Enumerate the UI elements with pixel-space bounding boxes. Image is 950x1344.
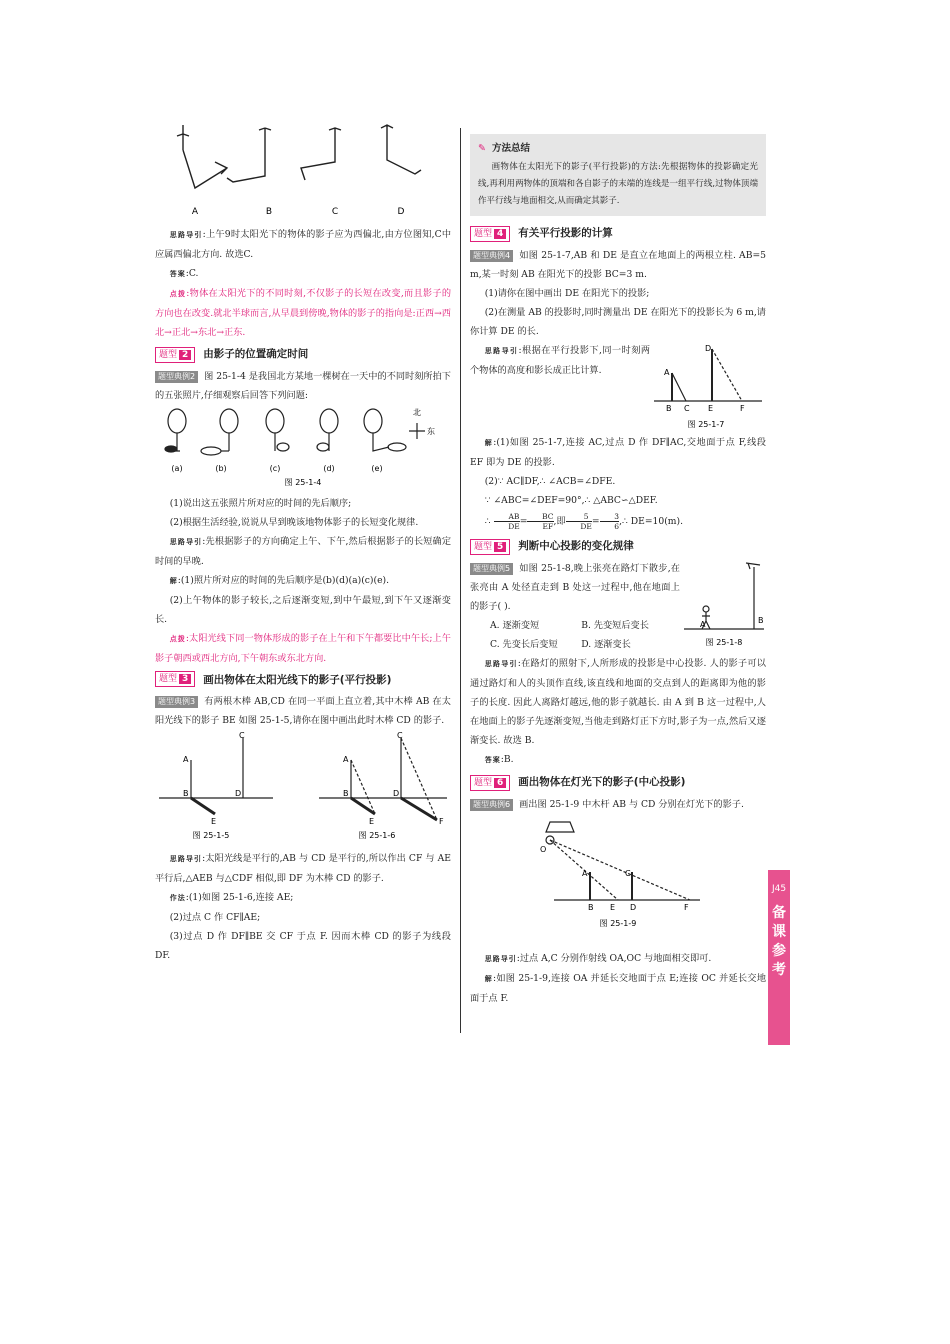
solution-text-3: ∵ ∠ABC=∠DEF=90°,∴ △ABC∽△DEF.: [484, 495, 658, 506]
siluyindao-label: 思路导引: [484, 955, 517, 963]
fig6-label-D: D: [393, 789, 400, 798]
dianbo-label: 点拨: [169, 635, 186, 643]
option-a: A. 逐渐变短: [490, 620, 540, 631]
fig5-label-B: B: [183, 789, 189, 798]
fig9-label-D: D: [630, 903, 637, 912]
analysis-text: :过点 A,C 分别作射线 OA,OC 与地面相交即可.: [516, 953, 712, 964]
fig-label-a: A: [191, 207, 199, 217]
tree-label-a: (a): [171, 464, 183, 473]
section-title: 判断中心投影的变化规律: [518, 540, 634, 552]
tixing-badge: 题型 4: [470, 226, 510, 242]
fig7-label-C: C: [684, 404, 690, 413]
right-column: [470, 130, 766, 1008]
fig6-label-C: C: [397, 731, 403, 740]
question-text: 如图 25-1-7,AB 和 DE 是直立在地面上的两根立柱. AB=5 m,某一时刻 AB 在阳光下的投影 BC=3 m.: [470, 250, 766, 280]
question-part-1: (1)说出这五张照片所对应的时间的先后顺序;: [169, 498, 352, 509]
answer-text: :B.: [500, 754, 514, 765]
answer-text: :C.: [185, 268, 199, 279]
compass-east: 东: [427, 427, 435, 436]
fig5-label-D: D: [235, 789, 242, 798]
solution-label: 解: [169, 577, 178, 585]
fig-label-d: D: [397, 207, 405, 217]
solution-text-2: (2)上午物体的影子较长,之后逐渐变短,到中午最短,到下午又逐渐变长.: [155, 595, 451, 625]
option-d: D. 逐渐变长: [581, 639, 631, 650]
answer-label: 答案: [484, 756, 501, 764]
fig6-label-A: A: [343, 755, 349, 764]
fig7-label-D: D: [705, 344, 712, 353]
page-number: J45: [771, 884, 787, 894]
fig9-label-F: F: [684, 903, 689, 912]
tixing-badge: 题型 5: [470, 539, 510, 555]
tixing-badge: 题型 2: [155, 347, 195, 363]
fig5-label-C: C: [239, 731, 245, 740]
option-c: C. 先变长后变短: [490, 639, 558, 650]
analysis-text: :先根据影子的方向确定上午、下午,然后根据影子的长短确定时间的早晚.: [155, 536, 452, 567]
fig8-caption: 图 25-1-8: [705, 638, 743, 647]
solution-text: :(1)照片所对应的时间的先后顺序是(b)(d)(a)(c)(e).: [177, 575, 390, 586]
tree-label-c: (c): [269, 464, 281, 473]
method-summary-box: [470, 134, 766, 216]
siluyindao-label: 思路导引: [484, 660, 518, 668]
method-title: 方法总结: [491, 143, 530, 154]
fig5-label-E: E: [211, 817, 217, 826]
analysis-text: :在路灯的照射下,人所形成的投影是中心投影. 人的影子可以通过路灯和人的头顶作直线,该直线和地面的交点到人的距离即为他的影子的长度. 因此人离路灯越远,他的影子就越长. 由 A 到 B 这一过程中,人在地面上的影子先逐渐变短,当他走到路灯正下方时,影子为一点,然后又逐渐变长. 故选 B.: [470, 658, 766, 746]
tree-label-d: (d): [323, 464, 335, 473]
section-header-3: [155, 671, 451, 689]
zuofa-label: 作法: [169, 894, 186, 902]
left-column: [155, 120, 451, 965]
section-title: 画出物体在太阳光线下的影子(平行投影): [203, 674, 392, 686]
fraction: $\frac{3}{6}$: [600, 512, 620, 531]
fig7-label-A: A: [664, 368, 670, 377]
solution-text-4: ∴ $\frac{AB}{DE}$ = $\frac{BC}{EF}$ ,即 $\frac{5}{DE}$ = $\frac{3}{6}$ ,∴ DE=10(m).: [484, 512, 684, 531]
fraction: $\frac{AB}{DE}$: [494, 512, 520, 531]
construction-step-2: (2)过点 C 作 CF∥AE;: [169, 912, 261, 923]
fig7-label-F: F: [740, 404, 745, 413]
analysis-text: :根据在平行投影下,同一时刻两个物体的高度和影长成正比计算.: [470, 345, 651, 376]
dianli-tag: 题型典例6: [470, 799, 513, 811]
dianbo-text: :物体在太阳光下的不同时刻,不仅影子的长短在改变,而且影子的方向也在改变.就北半球而言,从早晨到傍晚,物体的影子的指向是:正西→西北→正北→东北→正东.: [155, 288, 452, 338]
siluyindao-label: 思路导引: [169, 538, 203, 546]
compass-north: 北: [413, 408, 421, 417]
construction-step-3: (3)过点 D 作 DF∥BE 交 CF 于点 F. 因而木棒 CD 的影子为线段 DF.: [155, 931, 451, 961]
fig-label-c: C: [331, 207, 339, 217]
fig5-label-A: A: [183, 755, 189, 764]
solution-text-2: (2)∵ AC∥DF,∴ ∠ACB=∠DFE.: [484, 476, 616, 487]
fig8-label-B: B: [758, 616, 764, 625]
dianli-tag: 题型典例5: [470, 563, 513, 575]
dianli-tag: 题型典例2: [155, 371, 198, 383]
analysis-text: :太阳光线是平行的,AB 与 CD 是平行的,所以作出 CF 与 AE 平行后,△AEB 与△CDF 相似,即 DF 为木棒 CD 的影子.: [155, 853, 451, 884]
question-part-2: (2)在测量 AB 的投影时,同时测量出 DE 在阳光下的投影长为 6 m,请你计算 DE 的长.: [470, 307, 766, 337]
question-part-2: (2)根据生活经验,说说从早到晚该地物体影子的长短变化规律.: [169, 517, 419, 528]
tree-label-e: (e): [371, 464, 383, 473]
fig4-caption: 图 25-1-4: [284, 478, 322, 487]
fraction: $\frac{BC}{EF}$: [527, 512, 553, 531]
solution-label: 解: [484, 975, 493, 983]
question-text: 如图 25-1-8,晚上张亮在路灯下散步,在张亮由 A 处径直走到 B 处这一过程中,他在地面上的影子( ).: [470, 563, 680, 612]
fig6-caption: 图 25-1-6: [358, 831, 396, 840]
dianli-tag: 题型典例3: [155, 696, 198, 708]
fig9-label-E: E: [610, 903, 616, 912]
siluyindao-label: 思路导引: [484, 347, 519, 355]
fig9-caption: 图 25-1-9: [599, 919, 637, 928]
figure-shadow-directions: [155, 120, 451, 218]
section-title: 画出物体在灯光下的影子(中心投影): [518, 776, 686, 788]
fig5-caption: 图 25-1-5: [192, 831, 230, 840]
question-part-1: (1)请你在图中画出 DE 在阳光下的投影;: [484, 288, 650, 299]
block-4-analysis: [470, 341, 766, 433]
block-5-question: [470, 559, 766, 654]
figure-tree-photos: [155, 405, 451, 487]
fig-label-b: B: [265, 207, 273, 217]
siluyindao-label: 思路导引: [169, 231, 203, 239]
construction-step-1: :(1)如图 25-1-6,连接 AE;: [185, 892, 294, 903]
fig9-label-O: O: [540, 845, 547, 854]
fig9-label-C: C: [625, 869, 631, 878]
tree-label-b: (b): [215, 464, 227, 473]
solution-text: :如图 25-1-9,连接 OA 并延长交地面于点 E;连接 OC 并延长交地面于点 F.: [470, 973, 767, 1004]
side-tab: [768, 870, 790, 1045]
section-title: 有关平行投影的计算: [518, 227, 613, 239]
analysis-text: :上午9时太阳光下的物体的影子应为西偏北,由方位图知,C中应属西偏北方向. 故选C.: [155, 229, 452, 260]
tixing-badge: 题型 3: [155, 671, 195, 687]
fig7-label-E: E: [708, 404, 714, 413]
method-icon: ✎: [478, 143, 486, 154]
fig9-label-A: A: [582, 869, 588, 878]
question-text: 画出图 25-1-9 中木杆 AB 与 CD 分别在灯光下的影子.: [519, 799, 744, 810]
section-header-5: [470, 537, 766, 556]
section-header-4: [470, 224, 766, 243]
fig8-label-A: A: [700, 620, 706, 629]
side-tab-text: 备课参考: [772, 905, 786, 978]
dianbo-label: 点拨: [169, 290, 187, 298]
tixing-badge: 题型 6: [470, 775, 510, 791]
question-text: 有两根木棒 AB,CD 在同一平面上直立着,其中木棒 AB 在太阳光线下的影子 BE 如图 25-1-5,请你在图中画出此时木棒 CD 的影子.: [155, 696, 451, 726]
section-header-6: [470, 773, 766, 792]
dianli-tag: 题型典例4: [470, 250, 513, 262]
fig6-label-F: F: [439, 817, 444, 826]
fig7-label-B: B: [666, 404, 672, 413]
fig6-label-E: E: [369, 817, 375, 826]
question-text: 图 25-1-4 是我国北方某地一棵树在一天中的不同时刻所拍下的五张照片,仔细观察后回答下列问题:: [155, 371, 451, 401]
fig9-label-B: B: [588, 903, 594, 912]
figure-25-1-8: [680, 559, 766, 651]
option-b: B. 先变短后变长: [581, 620, 649, 631]
figure-25-1-5-and-6: [155, 730, 451, 842]
fig6-label-B: B: [343, 789, 349, 798]
solution-label: 解: [484, 439, 494, 447]
answer-label: 答案: [169, 270, 186, 278]
column-divider: [460, 128, 461, 1033]
dianbo-text: :太阳光线下同一物体形成的影子在上午和下午都要比中午长;上午影子朝西或西北方向,下午朝东或东北方向.: [155, 633, 451, 664]
figure-25-1-9: [470, 814, 766, 942]
figure-25-1-7: [650, 341, 766, 433]
fig7-caption: 图 25-1-7: [687, 420, 725, 429]
solution-text: :(1)如图 25-1-7,连接 AC,过点 D 作 DF∥AC,交地面于点 F,线段 EF 即为 DE 的投影.: [470, 437, 766, 468]
siluyindao-label: 思路导引: [169, 855, 203, 863]
options: [470, 616, 680, 654]
section-title: 由影子的位置确定时间: [203, 348, 309, 360]
fraction: $\frac{5}{DE}$: [566, 512, 592, 531]
section-header-2: [155, 345, 451, 364]
method-body: 画物体在太阳光下的影子(平行投影)的方法:先根据物体的投影确定光线,再利用两物体的顶端和各自影子的末端的连线是一组平行线,过物体顶端作平行线与地面相交,从而确定其影子.: [478, 162, 758, 206]
